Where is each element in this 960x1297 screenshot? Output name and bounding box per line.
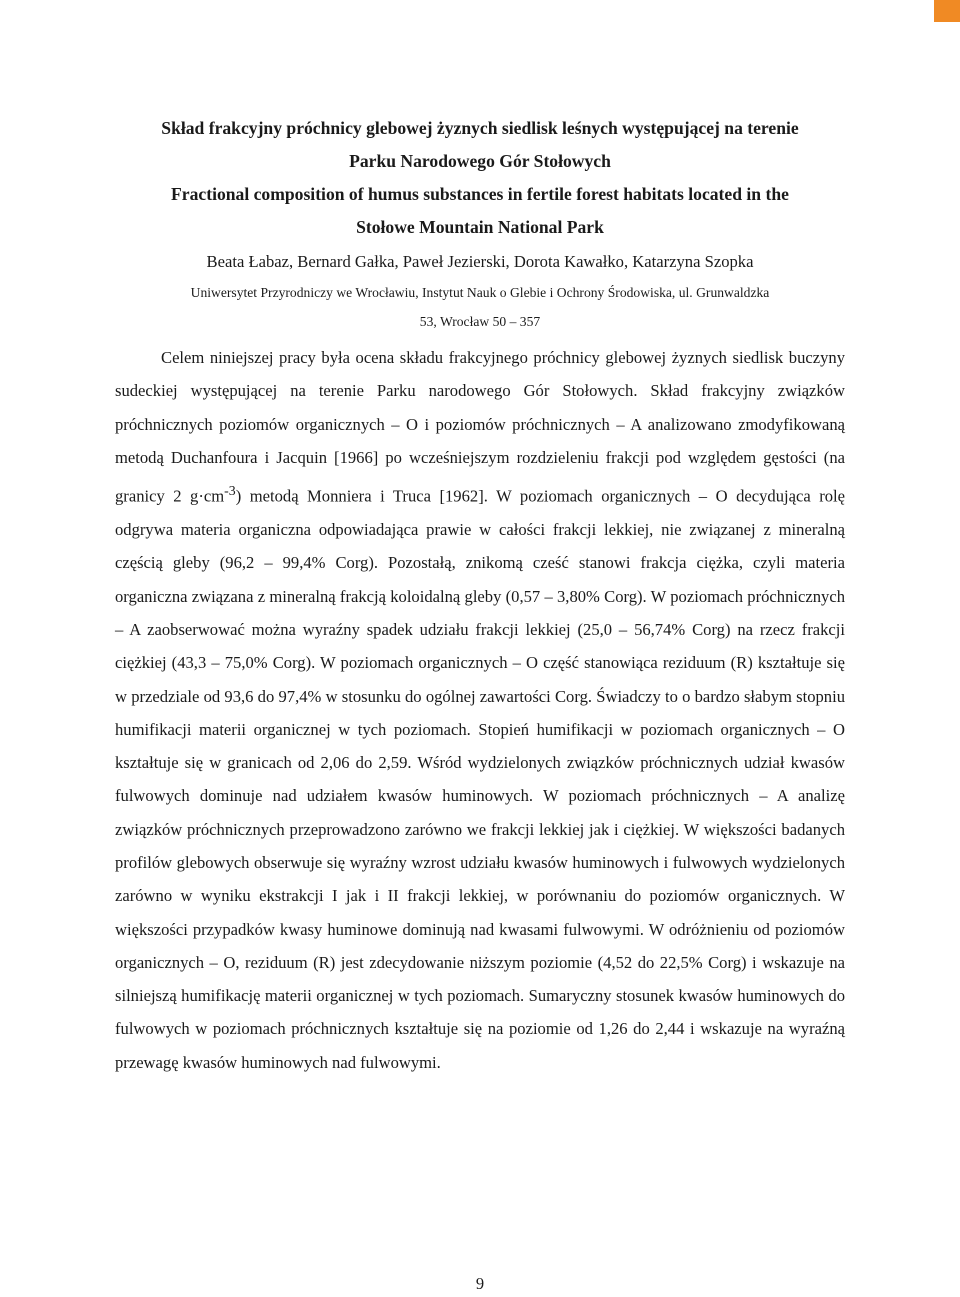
title-polish-line1: Skład frakcyjny próchnicy glebowej żyznych siedlisk leśnych występującej na terenie xyxy=(161,118,799,138)
abstract-superscript: -3 xyxy=(224,483,236,499)
title-english-line2: Stołowe Mountain National Park xyxy=(356,217,604,237)
page-number: 9 xyxy=(475,1274,485,1293)
affiliation-line2: 53, Wrocław 50 – 357 xyxy=(419,314,541,329)
title-polish xyxy=(115,112,845,178)
title-english-line1: Fractional composition of humus substances in fertile forest habitats located in the xyxy=(171,184,789,204)
corner-accent-tab xyxy=(934,0,960,22)
affiliation xyxy=(115,278,845,336)
abstract-text-part2: ) metodą Monniera i Truca [1962]. W poziomach organicznych – O decydująca rolę odgrywa materia organiczna odpowiadająca prawie w całości frakcji lekkiej, nie związanej z mineralną częścią gleby (96,2 – 99,4% Corg). Pozostałą, znikomą cześć stanowi frakcja ciężka, czyli materia organiczna związana z mineralną frakcją koloidalną gleby (0,57 – 3,80% Corg). W poziomach próchnicznych – A zaobserwować można wyraźny spadek udziału frakcji lekkiej (25,0 – 56,74% Corg) na rzecz frakcji ciężkiej (43,3 – 75,0% Corg). W poziomach organicznych – O część stanowiąca reziduum (R) kształtuje się w przedziale od 93,6 do 97,4% w stosunku do ogólnej zawartości Corg. Świadczy to o bardzo słabym stopniu humifikacji materii organicznej w tych poziomach. Stopień humifikacji w poziomach organicznych – O kształtuje się w granicach od 2,06 do 2,59. Wśród wydzielonych związków próchnicznych udział kwasów fulwowych dominuje nad udziałem kwasów huminowych. W poziomach próchnicznych – A analizę związków próchnicznych przeprowadzono zarówno we frakcji lekkiej jak i ciężkiej. W większości badanych profilów glebowych obserwuje się wyraźny wzrost udziału kwasów huminowych i fulwowych wydzielonych zarówno w wyniku ekstrakcji I jak i II frakcji lekkiej, w porównaniu do poziomów organicznych. W większości przypadków kwasy huminowe dominują nad kwasami fulwowymi. W odróżnieniu od poziomów organicznych – O, reziduum (R) jest zdecydowanie niższym poziomie (4,52 do 22,5% Corg) i wskazuje na silniejszą humifikację materii organicznej w tych poziomach. Sumaryczny stosunek kwasów huminowych do fulwowych w poziomach próchnicznych kształtuje się na poziomie od 1,26 do 2,44 i wskazuje na wyraźną przewagę kwasów huminowych nad fulwowymi. xyxy=(115,486,845,1072)
title-polish-line2: Parku Narodowego Gór Stołowych xyxy=(349,151,611,171)
abstract-text-part1: Celem niniejszej pracy była ocena składu frakcyjnego próchnicy glebowej żyznych siedlisk buczyny sudeckiej występującej na terenie Parku narodowego Gór Stołowych. Skład frakcyjny związków próchnicznych poziomów organicznych – O i poziomów próchnicznych – A analizowano zmodyfikowaną metodą Duchanfoura i Jacquin [1966] po wcześniejszym rozdzieleniu frakcji pod względem gęstości (na granicy 2 g·cm xyxy=(115,348,845,506)
abstract-paragraph xyxy=(115,341,845,1079)
affiliation-line1: Uniwersytet Przyrodniczy we Wrocławiu, Instytut Nauk o Glebie i Ochrony Środowiska, ul. Grunwaldzka xyxy=(190,285,770,300)
title-english xyxy=(115,178,845,244)
authors: Beata Łabaz, Bernard Gałka, Paweł Jezierski, Dorota Kawałko, Katarzyna Szopka xyxy=(206,252,754,271)
document-page xyxy=(115,112,845,1079)
